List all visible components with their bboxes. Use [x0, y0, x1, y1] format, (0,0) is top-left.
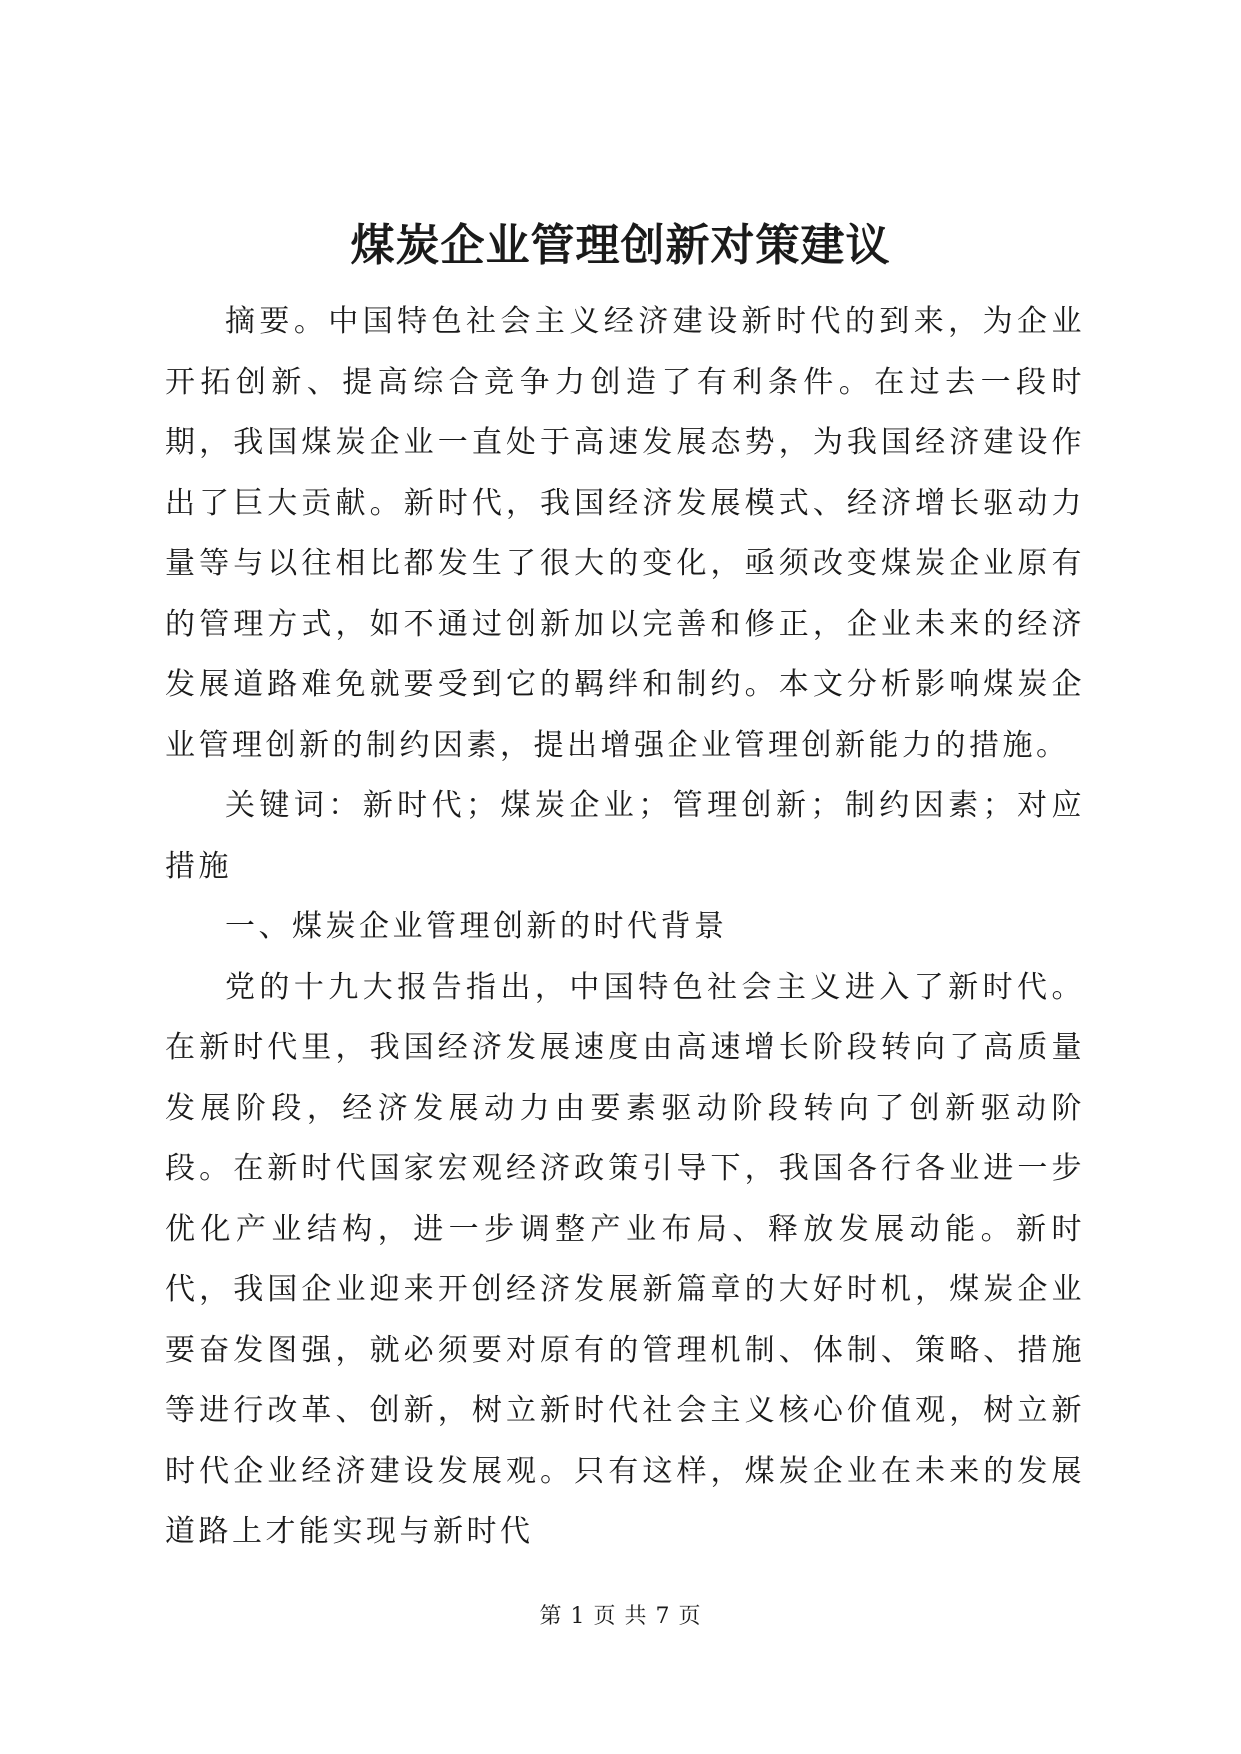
section-heading: 一、煤炭企业管理创新的时代背景 [225, 909, 728, 944]
keywords-paragraph: 关键词：新时代；煤炭企业；管理创新；制约因素；对应措施 [165, 788, 1085, 884]
document-title: 煤炭企业管理创新对策建议 [350, 220, 891, 271]
body-paragraph: 党的十九大报告指出，中国特色社会主义进入了新时代。在新时代里，我国经济发展速度由高速增长阶段转向了高质量发展阶段，经济发展动力由要素驱动阶段转向了创新驱动阶段。在新时代国家宏观经济政策引导下，我国各行各业进一步优化产业结构，进一步调整产业布局、释放发展动能。新时代，我国企业迎来开创经济发展新篇章的大好时机，煤炭企业要奋发图强，就必须要对原有的管理机制、体制、策略、措施等进行改革、创新，树立新时代社会主义核心价值观，树立新时代企业经济建设发展观。只有这样，煤炭企业在未来的发展道路上才能实现与新时代 [165, 969, 1085, 1549]
abstract-paragraph: 摘要。中国特色社会主义经济建设新时代的到来，为企业开拓创新、提高综合竞争力创造了有利条件。在过去一段时期，我国煤炭企业一直处于高速发展态势，为我国经济建设作出了巨大贡献。新时代，我国经济发展模式、经济增长驱动力量等与以往相比都发生了很大的变化，亟须改变煤炭企业原有的管理方式，如不通过创新加以完善和修正，企业未来的经济发展道路难免就要受到它的羁绊和制约。本文分析影响煤炭企业管理创新的制约因素，提出增强企业管理创新能力的措施。 [165, 304, 1085, 763]
document-body [165, 292, 1085, 1563]
page-number-footer: 第 1 页 共 7 页 [539, 1604, 702, 1629]
